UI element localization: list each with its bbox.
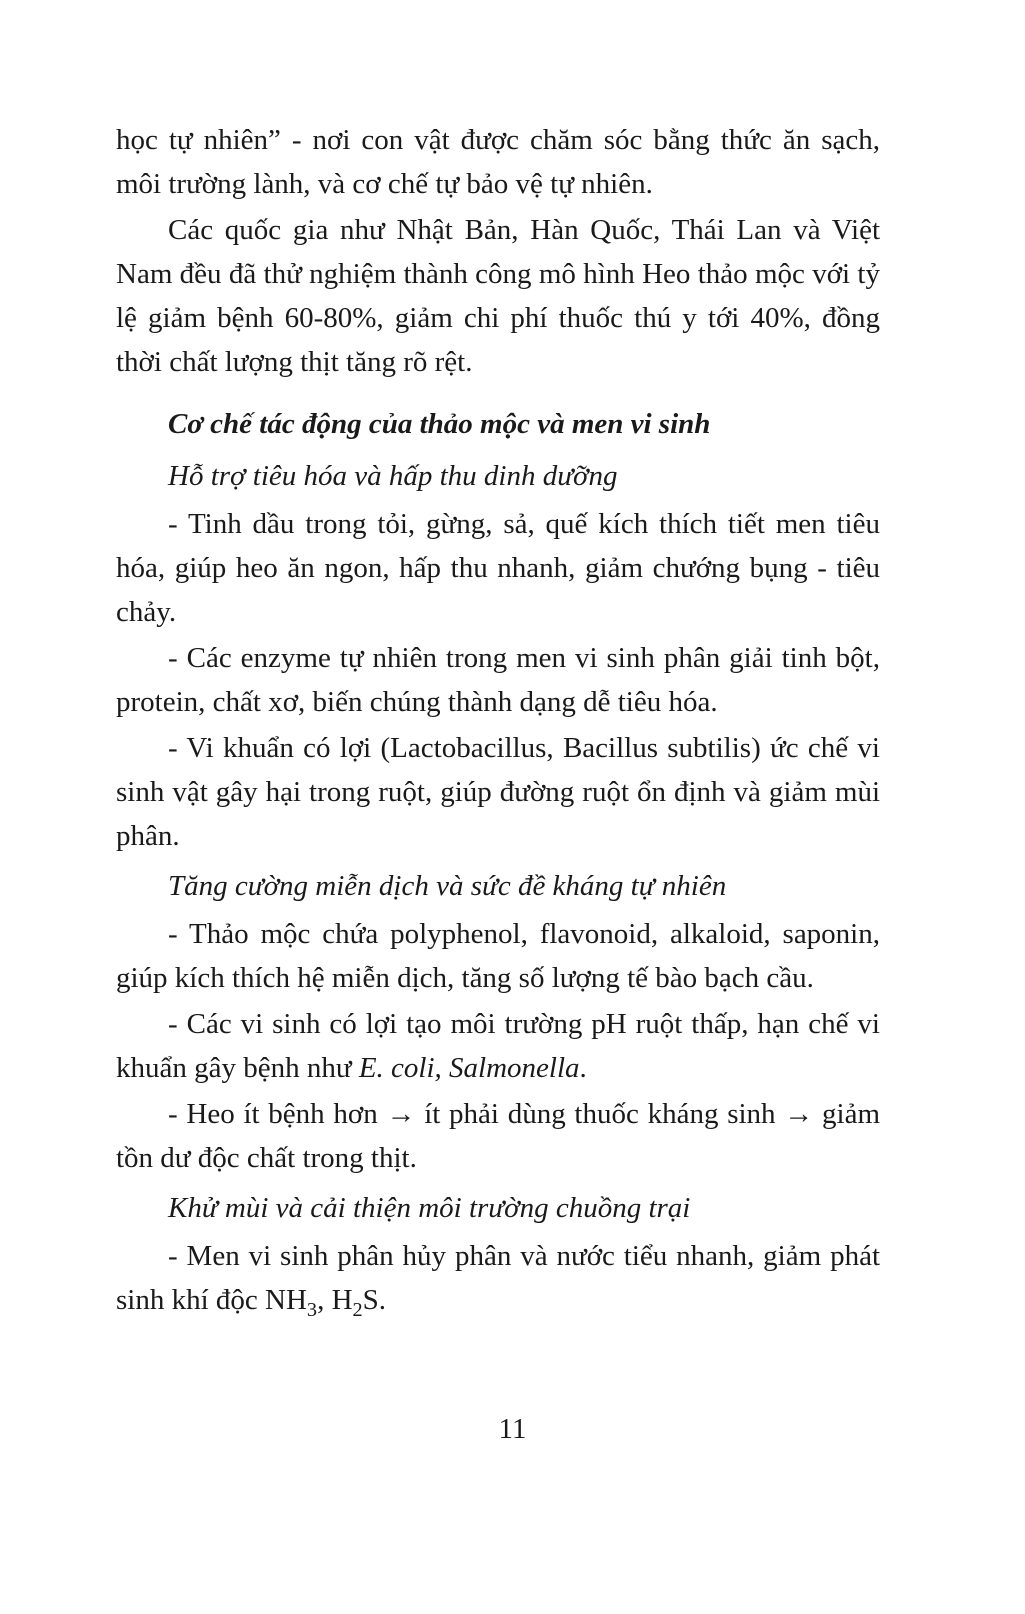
subscript: 2	[352, 1298, 363, 1321]
subheading-odor: Khử mùi và cải thiện môi trường chuồng trại	[168, 1192, 691, 1224]
paragraph-continuation: học tự nhiên” - nơi con vật được chăm sóc bằng thức ăn sạch, môi trường lành, và cơ chế tự bảo vệ tự nhiên.	[116, 124, 880, 200]
list-item: - Heo ít bệnh hơn → ít phải dùng thuốc kháng sinh → giảm tồn dư độc chất trong thịt.	[116, 1098, 880, 1174]
list-item-text: , H	[317, 1284, 353, 1316]
list-item: - Thảo mộc chứa polyphenol, flavonoid, alkaloid, saponin, giúp kích thích hệ miễn dịch, tăng số lượng tế bào bạch cầu.	[116, 918, 880, 994]
section-heading: Cơ chế tác động của thảo mộc và men vi sinh	[168, 408, 711, 440]
page-body	[116, 118, 880, 1322]
subheading-digestion: Hỗ trợ tiêu hóa và hấp thu dinh dưỡng	[168, 460, 618, 492]
list-item: - Tinh dầu trong tỏi, gừng, sả, quế kích thích tiết men tiêu hóa, giúp heo ăn ngon, hấp thu nhanh, giảm chướng bụng - tiêu chảy.	[116, 508, 880, 628]
list-item: - Vi khuẩn có lợi (Lactobacillus, Bacillus subtilis) ức chế vi sinh vật gây hại trong ruột, giúp đường ruột ổn định và giảm mùi phân.	[116, 732, 880, 852]
list-item-text: S.	[362, 1284, 387, 1316]
list-item: - Các enzyme tự nhiên trong men vi sinh phân giải tinh bột, protein, chất xơ, biến chúng thành dạng dễ tiêu hóa.	[116, 642, 880, 718]
list-item	[116, 1234, 880, 1322]
subheading-immunity: Tăng cường miễn dịch và sức đề kháng tự nhiên	[168, 870, 727, 902]
page-number: 11	[498, 1413, 527, 1445]
paragraph-countries: Các quốc gia như Nhật Bản, Hàn Quốc, Thái Lan và Việt Nam đều đã thử nghiệm thành công mô hình Heo thảo mộc với tỷ lệ giảm bệnh 60-80%, giảm chi phí thuốc thú y tới 40%, đồng thời chất lượng thịt tăng rõ rệt.	[116, 214, 880, 378]
list-item-text: - Các vi sinh có lợi tạo môi trường pH ruột thấp, hạn chế vi khuẩn gây bệnh như	[116, 1008, 880, 1084]
list-item-text: - Men vi sinh phân hủy phân và nước tiểu nhanh, giảm phát sinh khí độc NH	[116, 1240, 880, 1316]
list-item	[116, 1002, 880, 1090]
list-item-text: .	[579, 1052, 587, 1084]
bacteria-names: E. coli, Salmonella	[358, 1052, 580, 1084]
subscript: 3	[306, 1298, 318, 1321]
